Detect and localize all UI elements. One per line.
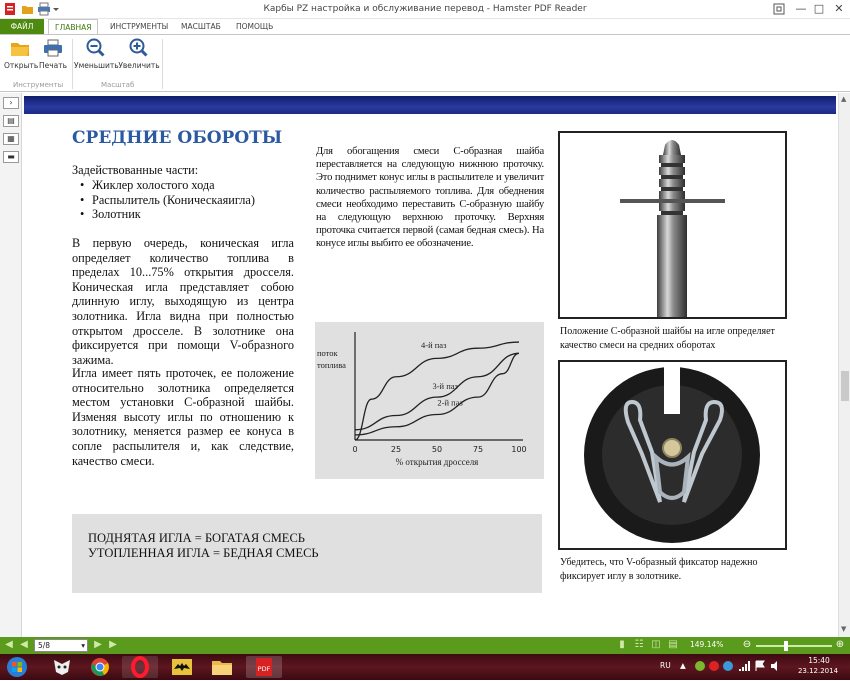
page-dropdown-icon[interactable]: ▾	[81, 641, 85, 650]
document-viewer[interactable]	[22, 93, 838, 637]
tray-app-icon[interactable]	[694, 660, 706, 674]
x-tick-label: 25	[390, 445, 402, 454]
chart-box	[315, 322, 544, 479]
zoom-slider[interactable]	[756, 645, 832, 647]
continuous-view-icon[interactable]: ☷	[634, 639, 644, 650]
x-tick-label: 100	[511, 445, 527, 454]
paragraph-1: В первую очередь, коническая игла определяет количество топлива в пределах 10...75% открытия дросселя. Коническая игла представляет собою длинную иглу, выходящую из центра золотника. Игла видна при полностью открытом дросселе. В золотнике она фиксируется при помощи V-образного зажима.	[72, 236, 294, 367]
taskbar-pdf-reader-icon[interactable]	[246, 656, 282, 678]
zoom-slider-thumb[interactable]	[784, 641, 788, 651]
tab-home[interactable]: ГЛАВНАЯ	[48, 19, 98, 34]
window-title: Карбы PZ настройка и обслуживание перевод - Hamster PDF Reader	[263, 4, 587, 14]
expand-panel-icon[interactable]: ›	[3, 97, 19, 109]
bookmarks-icon[interactable]: ▤	[3, 115, 19, 127]
list-item: • Золотник	[72, 207, 302, 222]
taskbar-chrome-icon[interactable]	[82, 656, 118, 678]
folder-icon	[9, 38, 31, 58]
x-tick-label: 50	[431, 445, 443, 454]
status-bar	[0, 637, 850, 654]
zoom-group-label: Масштаб	[101, 81, 135, 89]
flow-chart	[315, 322, 544, 479]
volume-icon[interactable]	[770, 660, 782, 674]
tab-file[interactable]: ФАЙЛ	[0, 19, 44, 34]
zoom-in-icon	[128, 38, 150, 58]
summary-line-2: УТОПЛЕННАЯ ИГЛА = БЕДНАЯ СМЕСЬ	[88, 546, 319, 560]
language-indicator[interactable]: RU	[660, 661, 671, 670]
ribbon-panel	[0, 34, 850, 92]
page-header-banner	[24, 96, 836, 114]
photo-caption-2: Убедитесь, что V-образный фиксатор надежно фиксирует иглу в золотнике.	[560, 557, 758, 582]
zoom-level: 149.14%	[690, 640, 724, 649]
title-bar	[0, 0, 850, 19]
needle-illustration	[560, 133, 785, 317]
taskbar-app-mask-icon[interactable]	[44, 656, 80, 678]
series-label-1: 4-й паз	[421, 340, 447, 351]
taskbar-opera-icon[interactable]	[122, 656, 158, 678]
minimize-button[interactable]: —	[795, 2, 807, 15]
page-number-value: 5/8	[38, 641, 51, 650]
close-button[interactable]: ✕	[834, 2, 844, 15]
vertical-scrollbar[interactable]	[838, 93, 850, 637]
first-page-icon[interactable]: ◀	[5, 639, 13, 650]
svg-text:PDF: PDF	[257, 665, 271, 673]
list-item: • Жиклер холостого хода	[72, 178, 302, 193]
slide-clip-illustration	[560, 362, 785, 548]
page-number-field[interactable]	[34, 639, 88, 652]
taskbar-bat-icon[interactable]	[164, 656, 200, 678]
scroll-up-icon[interactable]: ▲	[841, 95, 847, 103]
zoom-out-icon	[85, 38, 107, 58]
pdf-page	[24, 93, 836, 637]
ribbon-tabs	[0, 19, 850, 34]
series-label-3: 2-й паз	[437, 397, 463, 408]
next-page-icon[interactable]: ▶	[94, 639, 102, 650]
two-page-view-icon[interactable]: ◫	[651, 639, 661, 650]
series-label-2: 3-й паз	[432, 381, 458, 392]
open-button[interactable]	[4, 38, 39, 70]
tab-tools[interactable]: ИНСТРУМЕНТЫ	[110, 22, 169, 31]
zoom-out-label: Уменьшить	[74, 61, 119, 70]
scroll-thumb[interactable]	[841, 371, 849, 401]
tray-update-icon[interactable]	[722, 660, 734, 674]
zoom-out-button[interactable]	[74, 38, 118, 70]
thumbnails-icon[interactable]: ▦	[3, 133, 19, 145]
paragraph-2: Игла имеет пять проточек, ее положение относительно золотника определяется местом установки С-образной шайбы. Изменяя высоту иглы по отношению к золотнику, меняется размер ее конуса в сопле распылителя и, как следствие, качество смеси.	[72, 366, 294, 468]
clock-date[interactable]: 23.12.2014	[797, 667, 839, 675]
network-icon[interactable]	[738, 660, 750, 674]
start-button[interactable]	[4, 656, 30, 678]
zoom-in-small-icon[interactable]: ⊕	[835, 639, 845, 650]
x-tick-label: 0	[352, 445, 358, 454]
flag-icon[interactable]	[754, 660, 766, 674]
needle-photo	[558, 131, 787, 319]
prev-page-icon[interactable]: ◀	[20, 639, 28, 650]
photo-caption-1: Положение С-образной шайбы на игле определяет качество смеси на средних оборотах	[560, 326, 775, 351]
parts-title: Задействованные части:	[72, 163, 199, 177]
series-line-2	[355, 353, 519, 430]
slide-photo	[558, 360, 787, 550]
tools-group-label: Инструменты	[13, 81, 64, 89]
summary-box	[72, 514, 542, 593]
fit-page-icon[interactable]: ▤	[668, 639, 678, 650]
paragraph-col2: Для обогащения смеси С-образная шайба переставляется на следующую нижнюю проточку. Это поднимет конус иглы в распылителе и увеличит количество распыляемого топлива. Для обеднения смеси необходимо переставить С-образную шайбу на следующую верхнюю проточку. Верхняя проточка считается первой (самая бедная смесь). На конусе иглы выбито ее обозначение.	[316, 146, 544, 250]
single-page-view-icon[interactable]: ▮	[619, 639, 625, 650]
print-button[interactable]	[38, 38, 68, 70]
restore-view-icon[interactable]	[768, 0, 790, 18]
zoom-in-button[interactable]	[118, 38, 160, 70]
tab-zoom[interactable]: МАСШТАБ	[181, 22, 221, 31]
print-label: Печать	[38, 61, 68, 70]
group-separator	[162, 39, 163, 89]
group-separator	[72, 39, 73, 89]
scroll-down-icon[interactable]: ▼	[841, 625, 847, 633]
tray-expand-icon[interactable]: ▲	[680, 661, 686, 670]
x-tick-label: 75	[472, 445, 484, 454]
taskbar-explorer-icon[interactable]	[204, 656, 240, 678]
y-axis-label-line-2: топлива	[317, 360, 346, 370]
tray-antivirus-icon[interactable]	[708, 660, 720, 674]
printer-icon	[42, 38, 64, 58]
maximize-button[interactable]: □	[813, 2, 825, 15]
layers-icon[interactable]: ▬	[3, 151, 19, 163]
last-page-icon[interactable]: ▶	[109, 639, 117, 650]
side-panel	[0, 93, 22, 637]
taskbar	[0, 654, 850, 680]
parts-list	[72, 178, 302, 222]
tab-help[interactable]: ПОМОЩЬ	[236, 22, 274, 31]
clock-time[interactable]: 15:40	[808, 656, 830, 665]
zoom-in-label: Увеличить	[118, 61, 160, 70]
open-label: Открыть	[4, 61, 39, 70]
section-heading: СРЕДНИЕ ОБОРОТЫ	[72, 128, 283, 148]
x-axis-label: % открытия дросселя	[395, 457, 479, 467]
y-axis-label-line-1: поток	[317, 348, 338, 358]
zoom-out-small-icon[interactable]: ⊖	[742, 639, 752, 650]
summary-line-1: ПОДНЯТАЯ ИГЛА = БОГАТАЯ СМЕСЬ	[88, 531, 305, 545]
list-item: • Распылитель (Коническаяигла)	[72, 193, 302, 208]
